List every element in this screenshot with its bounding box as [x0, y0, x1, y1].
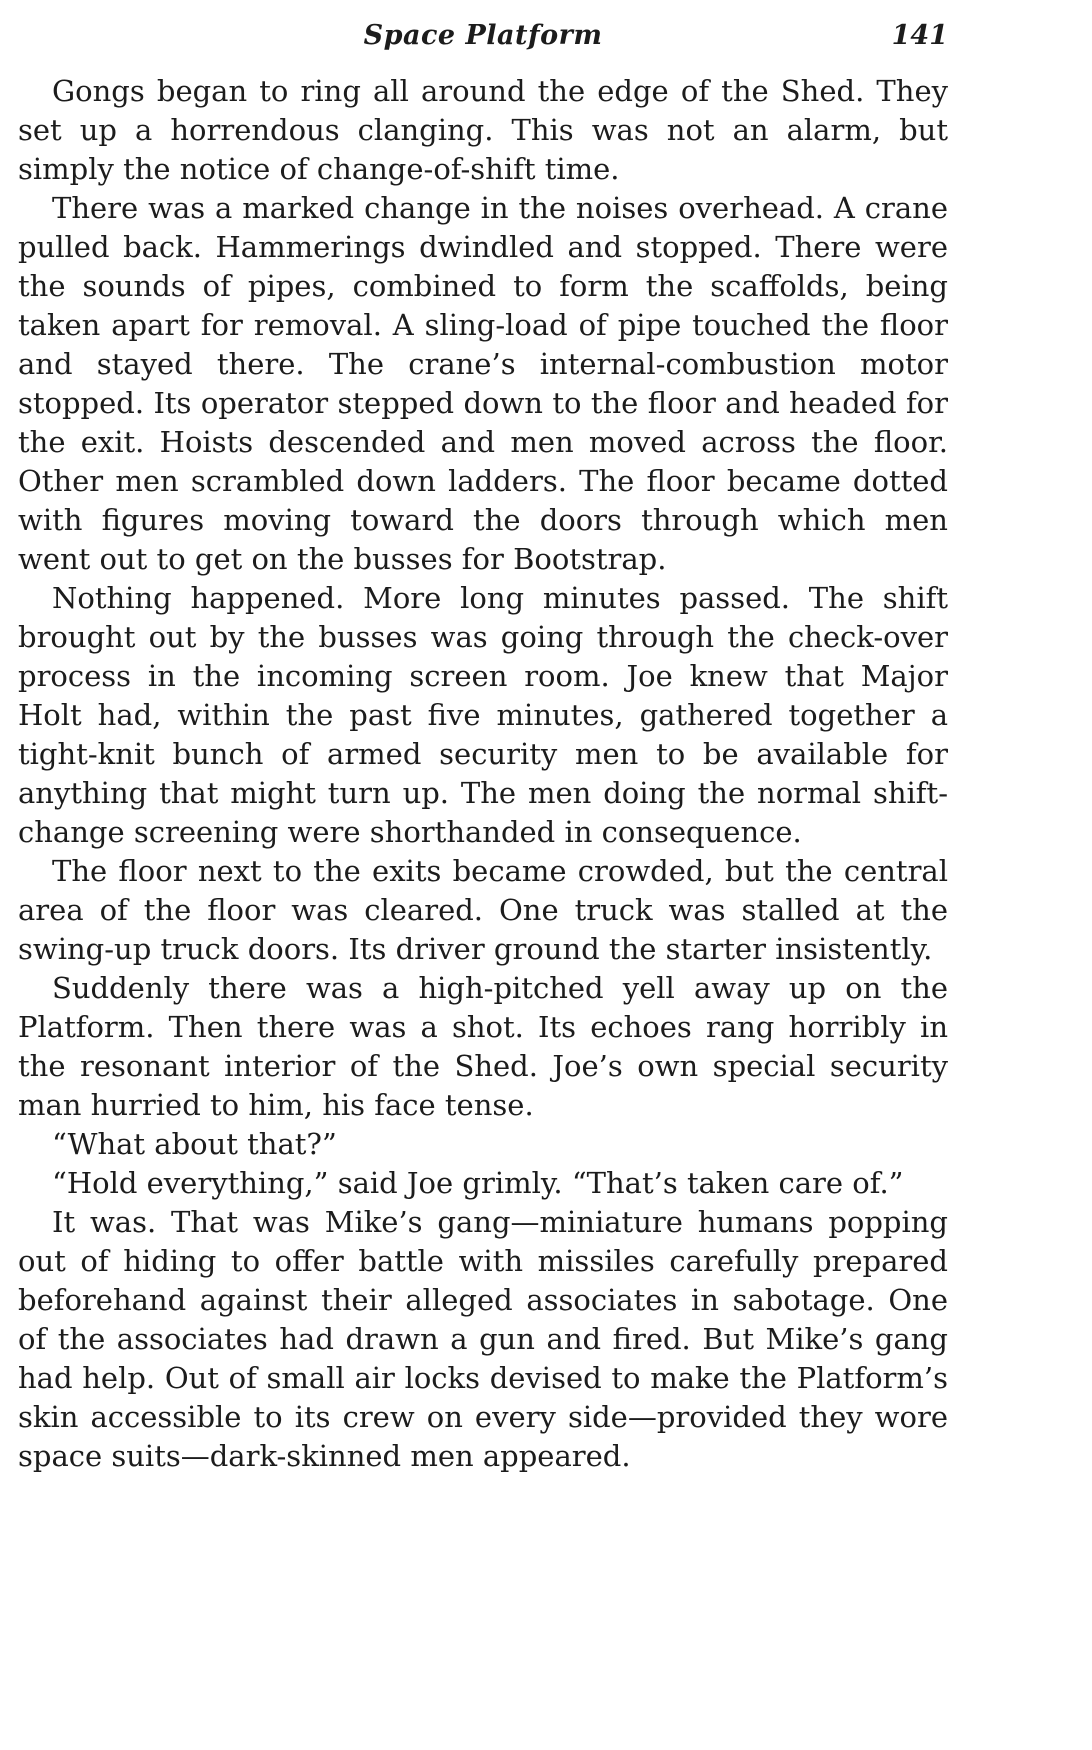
- paragraph: Suddenly there was a high-pitched yell away up on the Platform. Then there was a shot. Its echoes rang horribly in the resonant interior of the Shed. Joe’s own special security man hurried to him, his face tense.: [18, 971, 948, 1122]
- paragraph: The floor next to the exits became crowded, but the central area of the floor was cleared. One truck was stalled at the swing-up truck doors. Its driver ground the starter insistently.: [18, 854, 948, 966]
- paragraph: There was a marked change in the noises overhead. A crane pulled back. Hammerings dwindled and stopped. There were the sounds of pipes, combined to form the scaffolds, being taken apart for removal. A sling-load of pipe touched the floor and stayed there. The crane’s internal-combustion motor stopped. Its operator stepped down to the floor and headed for the exit. Hoists descended and men moved across the floor. Other men scrambled down ladders. The floor became dotted with figures moving toward the doors through which men went out to get on the busses for Bootstrap.: [18, 191, 948, 576]
- dialogue-line: “Hold everything,” said Joe grimly. “That’s taken care of.”: [52, 1166, 904, 1200]
- paragraph: Nothing happened. More long minutes passed. The shift brought out by the busses was going through the check-over process in the incoming screen room. Joe knew that Major Holt had, within the past five minutes, gathered together a tight-knit bunch of armed security men to be available for anything that might turn up. The men doing the normal shift-change screening were shorthanded in consequence.: [18, 581, 948, 849]
- body-text: [18, 72, 948, 1476]
- paragraph: Gongs began to ring all around the edge of the Shed. They set up a horrendous clanging. This was not an alarm, but simply the notice of change-of-shift time.: [18, 74, 948, 186]
- dialogue-line: “What about that?”: [52, 1127, 337, 1161]
- book-page: [18, 14, 948, 1734]
- paragraph: It was. That was Mike’s gang—miniature humans popping out of hiding to offer battle with missiles carefully prepared beforehand against their alleged associates in sabotage. One of the associates had drawn a gun and fired. But Mike’s gang had help. Out of small air locks devised to make the Platform’s skin accessible to its crew on every side—provided they wore space suits—dark-skinned men appeared.: [18, 1205, 948, 1473]
- page-number: 141: [891, 20, 948, 51]
- running-header: [18, 14, 948, 60]
- running-title: Space Platform: [363, 20, 603, 51]
